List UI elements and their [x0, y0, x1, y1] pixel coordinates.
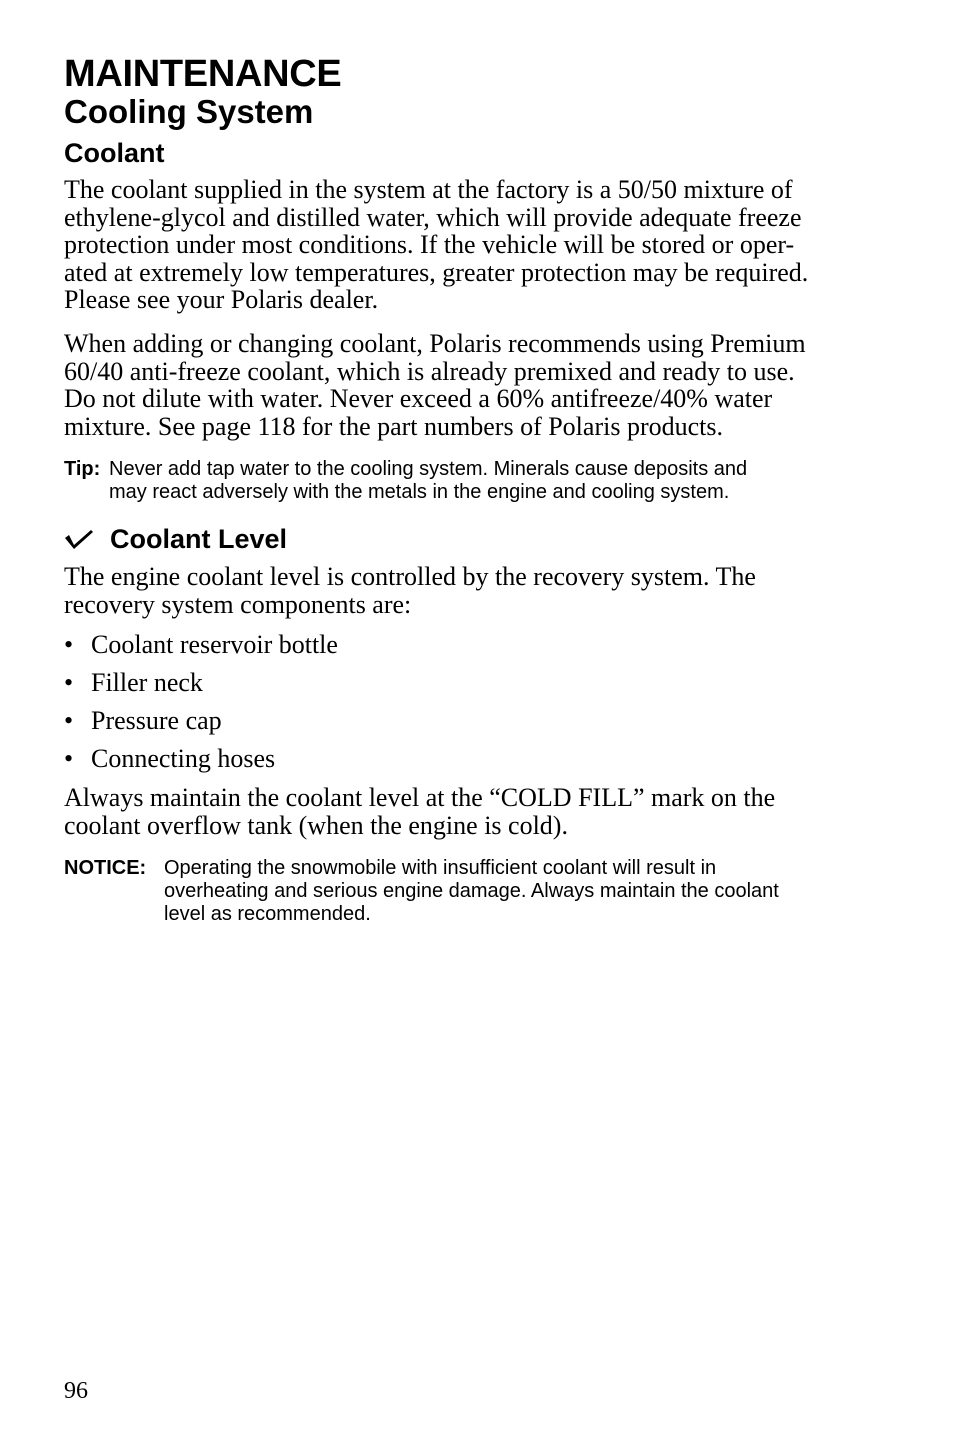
tip-label: Tip: — [64, 458, 101, 480]
paragraph-line: ated at extremely low temperatures, greater protection may be required. — [64, 257, 809, 287]
paragraph-line: coolant overflow tank (when the engine is cold). — [64, 810, 568, 840]
list-item-text: Filler neck — [91, 668, 203, 697]
paragraph-line: 60/40 anti-freeze coolant, which is already premixed and ready to use. — [64, 356, 795, 386]
notice-line: Operating the snowmobile with insufficient coolant will result in — [164, 857, 717, 879]
coolant-mixture-paragraph — [64, 176, 864, 314]
cold-fill-paragraph — [64, 784, 864, 839]
recovery-system-paragraph — [64, 563, 864, 618]
paragraph-line: Do not dilute with water. Never exceed a 60% antifreeze/40% water — [64, 384, 773, 414]
paragraph-line: Always maintain the coolant level at the “COLD FILL” mark on the — [64, 783, 776, 812]
paragraph-line: The engine coolant level is controlled by the recovery system. The — [64, 562, 756, 591]
paragraph-line: protection under most conditions. If the vehicle will be stored or oper- — [64, 230, 795, 260]
paragraph-line: Please see your Polaris dealer. — [64, 285, 379, 315]
tip-line: may react adversely with the metals in the engine and cooling system. — [109, 481, 730, 503]
notice-line: level as recommended. — [164, 903, 371, 925]
paragraph-line: When adding or changing coolant, Polaris recommends using Premium — [64, 329, 806, 358]
coolant-level-heading — [64, 522, 287, 556]
bullet: • — [64, 706, 74, 735]
list-item-text: Pressure cap — [91, 706, 222, 735]
check-mark-icon — [64, 528, 94, 550]
notice-line: overheating and serious engine damage. Always maintain the coolant — [164, 880, 779, 902]
notice-label: NOTICE: — [64, 857, 147, 879]
coolant-recommendation-paragraph — [64, 330, 864, 440]
paragraph-line: mixture. See page 118 for the part numbers of Polaris products. — [64, 411, 723, 441]
bullet: • — [64, 630, 74, 659]
tip-line: Never add tap water to the cooling system. Minerals cause deposits and — [109, 458, 748, 480]
bullet: • — [64, 744, 74, 773]
paragraph-line: The coolant supplied in the system at the factory is a 50/50 mixture of — [64, 175, 793, 204]
bullet: • — [64, 668, 74, 697]
coolant-heading: Coolant — [64, 138, 165, 168]
paragraph-line: ethylene-glycol and distilled water, which will provide adequate freeze — [64, 202, 802, 232]
section-title: MAINTENANCE — [64, 53, 342, 95]
paragraph-line: recovery system components are: — [64, 589, 412, 619]
list-item-text: Coolant reservoir bottle — [91, 630, 338, 659]
coolant-level-heading-text: Coolant Level — [110, 524, 288, 554]
tip-text — [109, 458, 747, 504]
page-number: 96 — [64, 1378, 88, 1404]
notice-text — [164, 857, 779, 926]
subsection-title: Cooling System — [64, 93, 314, 130]
list-item-text: Connecting hoses — [91, 744, 276, 773]
